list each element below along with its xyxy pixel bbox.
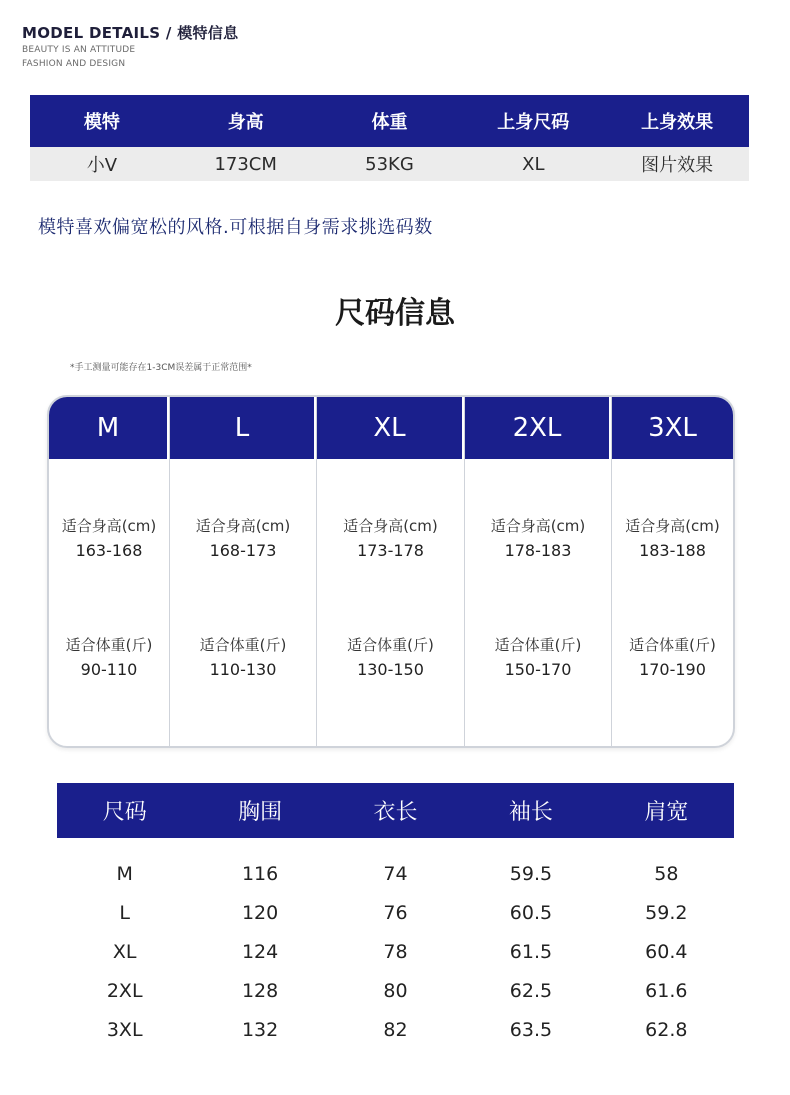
header-cell-weight: 体重 — [371, 112, 408, 133]
measurement-table-header — [57, 783, 734, 838]
weight-label: 适合体重(斤) — [199, 636, 287, 654]
size-label: 2XL — [465, 397, 611, 459]
cell-chest: 120 — [241, 901, 279, 924]
table-row — [57, 1010, 734, 1049]
cell-sleeve: 61.5 — [509, 940, 553, 963]
header-cell-height: 身高 — [227, 112, 264, 133]
header-cell-length: 衣长 — [373, 800, 418, 825]
size-label: XL — [317, 397, 464, 459]
header-cell-model: 模特 — [83, 112, 120, 133]
header-subtitle-1: BEAUTY IS AN ATTITUDE — [22, 45, 136, 55]
size-label: M — [49, 397, 169, 459]
cell-model-name: 小V — [86, 155, 118, 176]
cell-shoulder: 62.8 — [645, 1018, 688, 1041]
weight-label: 适合体重(斤) — [494, 636, 582, 654]
table-row — [57, 971, 734, 1010]
height-label: 适合身高(cm) — [61, 517, 157, 535]
size-column-m — [49, 397, 170, 746]
section-title: 尺码信息 — [335, 296, 455, 331]
cell-size: 3XL — [106, 1018, 143, 1041]
header-cell-sleeve: 袖长 — [508, 800, 553, 825]
height-range: 178-183 — [504, 541, 572, 560]
cell-model-weight: 53KG — [365, 153, 414, 175]
cell-chest: 124 — [241, 940, 279, 963]
cell-length: 80 — [383, 979, 408, 1002]
cell-chest: 132 — [241, 1018, 279, 1041]
cell-shoulder: 58 — [654, 862, 679, 885]
weight-label: 适合体重(斤) — [629, 636, 716, 654]
weight-range: 110-130 — [209, 660, 277, 679]
cell-sleeve: 59.5 — [509, 862, 553, 885]
height-label: 适合身高(cm) — [490, 517, 586, 535]
cell-shoulder: 61.6 — [645, 979, 688, 1002]
header-title: MODEL DETAILS / 模特信息 — [22, 24, 239, 42]
height-range: 163-168 — [75, 541, 143, 560]
cell-chest: 116 — [241, 862, 279, 885]
cell-model-size: XL — [522, 153, 545, 175]
cell-sleeve: 63.5 — [509, 1018, 553, 1041]
weight-range: 150-170 — [504, 660, 572, 679]
cell-length: 76 — [383, 901, 408, 924]
cell-length: 74 — [383, 862, 408, 885]
fit-note: 模特喜欢偏宽松的风格.可根据自身需求挑选码数 — [38, 217, 433, 238]
weight-label: 适合体重(斤) — [65, 636, 153, 654]
header-cell-size: 上身尺码 — [497, 112, 570, 133]
height-label: 适合身高(cm) — [343, 517, 438, 535]
measurement-table-body — [57, 838, 734, 1049]
height-range: 173-178 — [357, 541, 424, 560]
model-table-header — [30, 95, 749, 147]
weight-range: 170-190 — [639, 660, 706, 679]
size-column-xl — [317, 397, 465, 746]
table-row — [57, 932, 734, 971]
header-subtitle-2: FASHION AND DESIGN — [22, 59, 126, 69]
height-range: 183-188 — [639, 541, 706, 560]
cell-model-effect: 图片效果 — [641, 155, 714, 176]
model-table-row — [30, 147, 749, 181]
weight-range: 90-110 — [80, 660, 138, 679]
size-label: 3XL — [612, 397, 733, 459]
cell-size: 2XL — [106, 979, 143, 1002]
cell-length: 82 — [383, 1018, 408, 1041]
cell-chest: 128 — [241, 979, 279, 1002]
header-cell-shoulder: 肩宽 — [644, 800, 689, 825]
height-range: 168-173 — [209, 541, 277, 560]
cell-size: M — [116, 862, 133, 885]
table-row — [57, 854, 734, 893]
size-column-2xl — [465, 397, 612, 746]
header-cell-chest: 胸围 — [238, 800, 283, 825]
height-label: 适合身高(cm) — [195, 517, 291, 535]
table-row — [57, 893, 734, 932]
cell-shoulder: 60.4 — [645, 940, 688, 963]
cell-sleeve: 60.5 — [509, 901, 553, 924]
size-column-l — [170, 397, 317, 746]
header-cell-size: 尺码 — [102, 800, 147, 825]
size-column-3xl — [612, 397, 733, 746]
weight-range: 130-150 — [357, 660, 424, 679]
measurement-table — [57, 783, 734, 1049]
weight-label: 适合体重(斤) — [347, 636, 434, 654]
cell-shoulder: 59.2 — [645, 901, 688, 924]
cell-sleeve: 62.5 — [509, 979, 553, 1002]
cell-length: 78 — [383, 940, 408, 963]
size-label: L — [170, 397, 316, 459]
size-range-card — [47, 395, 735, 748]
header-cell-effect: 上身效果 — [641, 112, 714, 133]
cell-model-height: 173CM — [214, 153, 277, 175]
measurement-error-note: *手工测量可能存在1-3CM误差属于正常范围* — [70, 363, 252, 373]
cell-size: XL — [112, 940, 137, 963]
cell-size: L — [119, 901, 130, 924]
height-label: 适合身高(cm) — [625, 517, 720, 535]
model-info-table — [30, 95, 749, 181]
